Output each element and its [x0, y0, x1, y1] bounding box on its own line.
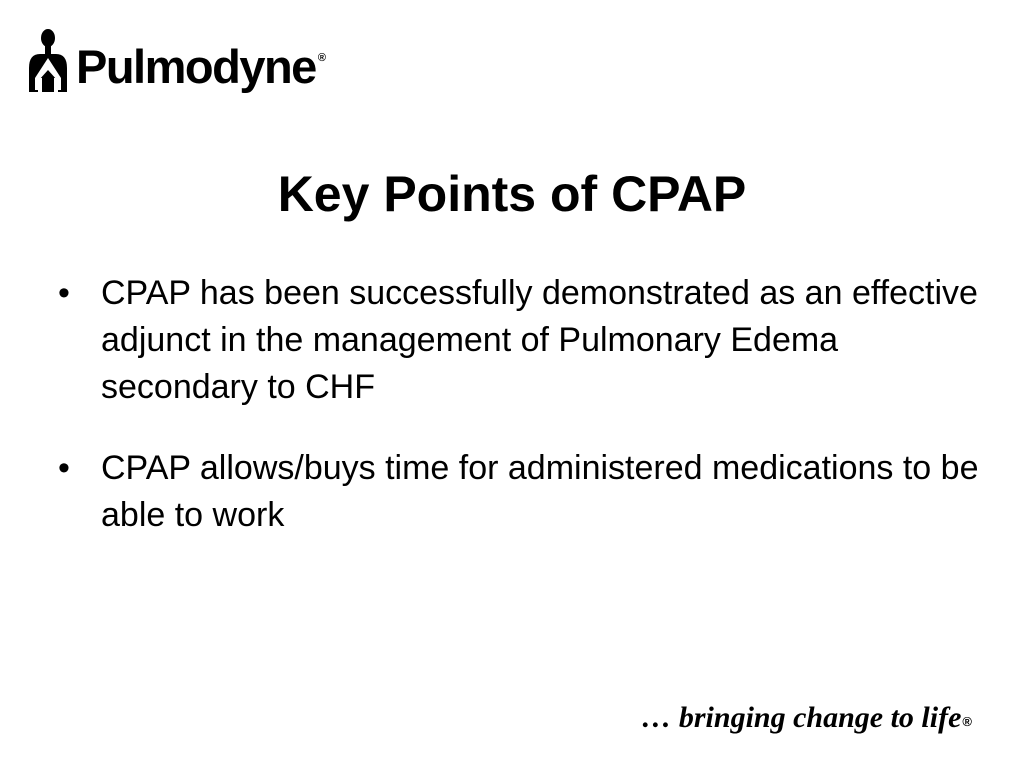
bullet-list — [58, 270, 998, 573]
tagline-registered-mark: ® — [962, 714, 972, 729]
lungs-person-icon — [26, 28, 76, 94]
tagline — [641, 698, 972, 738]
logo-registered-mark: ® — [317, 52, 326, 64]
bullet-item — [58, 445, 998, 539]
slide-title: Key Points of CPAP — [277, 166, 747, 222]
tagline-text: … bringing change to life — [641, 701, 962, 734]
bullet-item — [58, 270, 998, 411]
bullet-dot: • — [58, 449, 70, 487]
logo-wordmark: Pulmodyne — [76, 39, 316, 93]
bullet-text: CPAP allows/buys time for administered medications to be able to work — [101, 449, 979, 534]
bullet-text: CPAP has been successfully demonstrated as an effective adjunct in the management of Pulmonary Edema secondary to CHF — [101, 274, 978, 406]
company-logo — [26, 26, 326, 96]
bullet-dot: • — [58, 274, 70, 312]
